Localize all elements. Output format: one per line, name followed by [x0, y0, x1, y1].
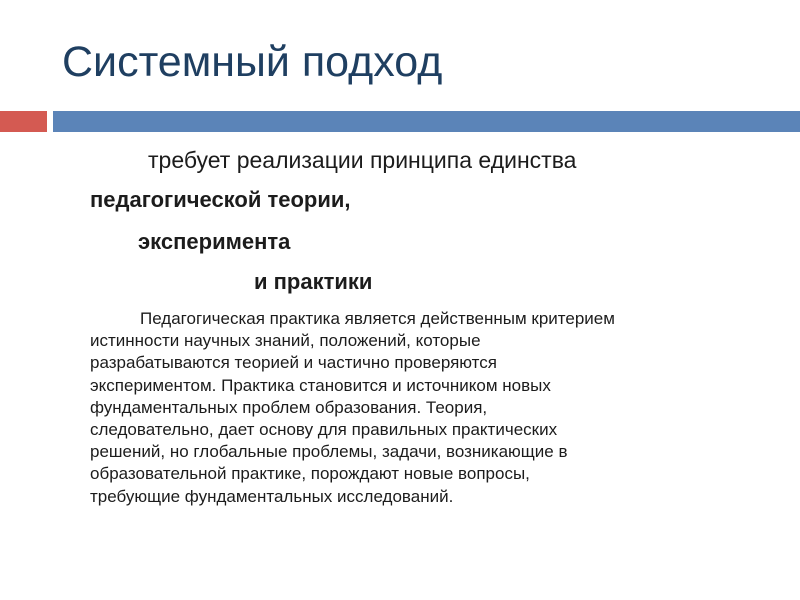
lead-line-1: требует реализации принципа единства [148, 147, 577, 173]
title-divider-accent [0, 111, 47, 132]
body-line: требующие фундаментальных исследований. [90, 486, 454, 506]
slide-title: Системный подход [62, 38, 443, 86]
body-line: разрабатываются теорией и частично проверяются [90, 353, 497, 373]
body-line: решений, но глобальные проблемы, задачи, возникающие в [90, 442, 568, 462]
body-line: следовательно, дает основу для правильных практических [90, 420, 558, 440]
lead-line-3: эксперимента [138, 229, 291, 254]
body-paragraph [90, 308, 770, 508]
body-line: экспериментом. Практика становится и источником новых [90, 375, 551, 395]
body-line: истинности научных знаний, положений, которые [90, 331, 481, 351]
body-line: образовательной практике, порождают новые вопросы, [90, 464, 530, 484]
body-line: фундаментальных проблем образования. Теория, [90, 397, 488, 417]
title-divider-bar [53, 111, 800, 132]
lead-line-2: педагогической теории, [90, 187, 351, 212]
lead-line-4: и практики [254, 269, 373, 294]
body-line: Педагогическая практика является действенным критерием [140, 309, 615, 328]
